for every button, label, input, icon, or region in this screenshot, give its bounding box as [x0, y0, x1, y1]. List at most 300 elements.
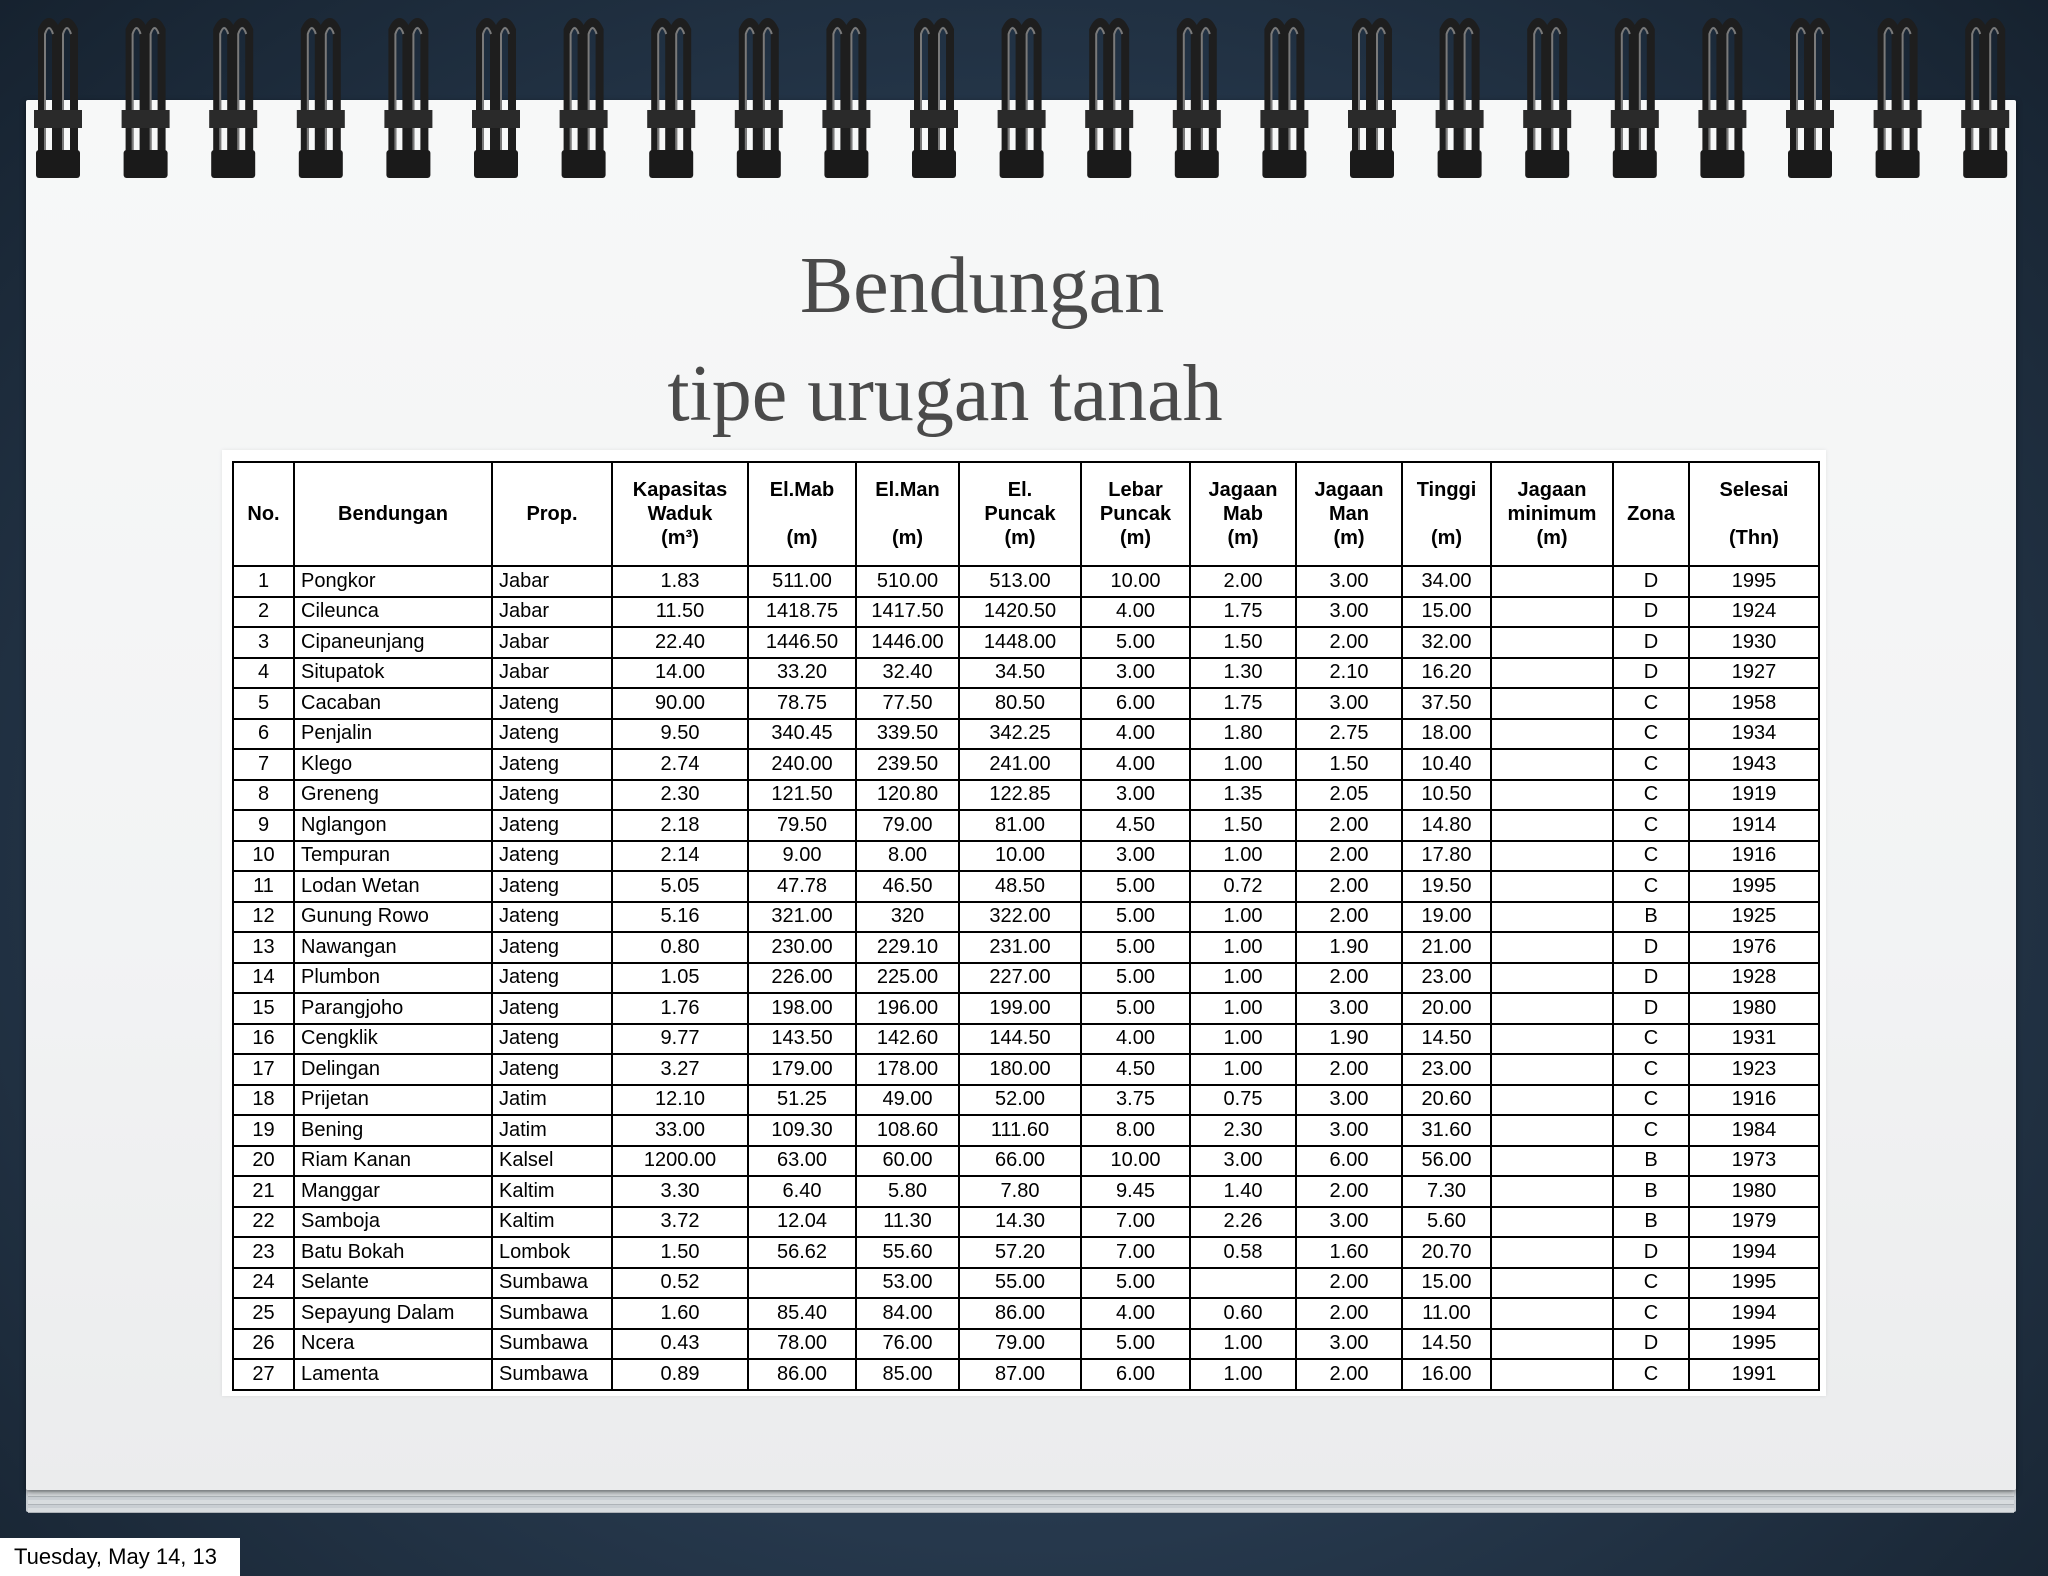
table-cell: 17.80 — [1402, 841, 1491, 872]
table-cell: 11.00 — [1402, 1298, 1491, 1329]
table-cell: 51.25 — [748, 1085, 856, 1116]
table-cell: C — [1613, 688, 1689, 719]
table-cell: 111.60 — [959, 1115, 1081, 1146]
table-cell: 86.00 — [748, 1359, 856, 1390]
table-cell: C — [1613, 1085, 1689, 1116]
table-cell: 9.77 — [612, 1024, 748, 1055]
table-row — [233, 993, 1819, 1024]
table-cell: 6.00 — [1081, 688, 1190, 719]
table-cell: 1448.00 — [959, 627, 1081, 658]
table-cell: 16 — [233, 1024, 294, 1055]
table-cell: 226.00 — [748, 963, 856, 994]
table-cell: Jateng — [492, 871, 612, 902]
table-cell: 1991 — [1689, 1359, 1819, 1390]
table-cell: 4.50 — [1081, 810, 1190, 841]
table-cell: Jabar — [492, 627, 612, 658]
table-cell: 229.10 — [856, 932, 959, 963]
table-cell: Cacaban — [294, 688, 492, 719]
table-cell: 241.00 — [959, 749, 1081, 780]
table-cell: C — [1613, 780, 1689, 811]
table-row — [233, 1359, 1819, 1390]
binding-ring — [209, 22, 257, 178]
table-cell: 510.00 — [856, 566, 959, 597]
table-cell: Tempuran — [294, 841, 492, 872]
binding-ring — [297, 22, 345, 178]
paper-edge — [28, 1492, 2014, 1497]
table-cell: C — [1613, 841, 1689, 872]
table-cell: Delingan — [294, 1054, 492, 1085]
table-cell: C — [1613, 1024, 1689, 1055]
column-header-line — [1693, 502, 1815, 526]
table-cell: 180.00 — [959, 1054, 1081, 1085]
table-cell: 1919 — [1689, 780, 1819, 811]
table-cell: 1.75 — [1190, 688, 1296, 719]
column-header-line: minimum — [1507, 503, 1597, 525]
table-cell: 2.00 — [1296, 902, 1402, 933]
binding-ring — [735, 22, 783, 178]
table-cell: 63.00 — [748, 1146, 856, 1177]
table-cell — [1491, 1085, 1613, 1116]
table-cell: 225.00 — [856, 963, 959, 994]
table-cell: 198.00 — [748, 993, 856, 1024]
column-header — [1081, 462, 1190, 566]
table-cell — [1491, 627, 1613, 658]
table-cell: 66.00 — [959, 1146, 1081, 1177]
spiral-binding — [0, 0, 2048, 200]
table-cell: 9.50 — [612, 719, 748, 750]
table-cell: Jateng — [492, 810, 612, 841]
table-cell: 1916 — [1689, 841, 1819, 872]
table-cell — [1491, 932, 1613, 963]
table-cell: Jateng — [492, 780, 612, 811]
table-cell: 144.50 — [959, 1024, 1081, 1055]
table-cell: 84.00 — [856, 1298, 959, 1329]
table-cell: 7.80 — [959, 1176, 1081, 1207]
table-cell: 9 — [233, 810, 294, 841]
table-body — [233, 566, 1819, 1390]
binding-ring — [1698, 22, 1746, 178]
column-header-line: Bendungan — [338, 503, 448, 525]
column-header-line: (m) — [1119, 527, 1152, 549]
column-header-line: El.Mab — [769, 479, 835, 501]
table-cell: 1927 — [1689, 658, 1819, 689]
table-cell: 230.00 — [748, 932, 856, 963]
table-cell: 1995 — [1689, 1329, 1819, 1360]
table-cell: 321.00 — [748, 902, 856, 933]
table-cell: 12.04 — [748, 1207, 856, 1238]
table-cell: 1.83 — [612, 566, 748, 597]
table-cell: 513.00 — [959, 566, 1081, 597]
table-cell: 320 — [856, 902, 959, 933]
table-cell: 14.80 — [1402, 810, 1491, 841]
table-row — [233, 1115, 1819, 1146]
table-cell: D — [1613, 993, 1689, 1024]
table-cell: 1914 — [1689, 810, 1819, 841]
table-cell: 10.50 — [1402, 780, 1491, 811]
table-cell: D — [1613, 932, 1689, 963]
table-row — [233, 932, 1819, 963]
binding-ring — [1786, 22, 1834, 178]
table-cell: 2.74 — [612, 749, 748, 780]
column-header-line: Puncak — [1099, 503, 1172, 525]
table-cell: 5.00 — [1081, 1329, 1190, 1360]
table-cell — [1491, 658, 1613, 689]
table-row — [233, 1298, 1819, 1329]
table-cell: C — [1613, 810, 1689, 841]
column-header-line: Zona — [1627, 503, 1675, 525]
table-cell: Lamenta — [294, 1359, 492, 1390]
table-cell: Situpatok — [294, 658, 492, 689]
table-cell: 1976 — [1689, 932, 1819, 963]
table-cell: 22 — [233, 1207, 294, 1238]
table-cell: 31.60 — [1402, 1115, 1491, 1146]
binding-ring — [647, 22, 695, 178]
table-cell: 340.45 — [748, 719, 856, 750]
table-cell: 3.30 — [612, 1176, 748, 1207]
column-header-line: Selesai — [1719, 479, 1789, 501]
table-cell: 1.35 — [1190, 780, 1296, 811]
table-cell: Sumbawa — [492, 1298, 612, 1329]
table-cell: 3.00 — [1296, 566, 1402, 597]
table-cell: 5.00 — [1081, 1268, 1190, 1299]
table-cell: 2.00 — [1296, 963, 1402, 994]
table-cell: 11.30 — [856, 1207, 959, 1238]
table-cell: 3.00 — [1296, 688, 1402, 719]
table-cell: 3.00 — [1296, 1085, 1402, 1116]
table-cell — [1190, 1268, 1296, 1299]
table-cell: 85.40 — [748, 1298, 856, 1329]
table-cell: 1420.50 — [959, 597, 1081, 628]
table-cell: 52.00 — [959, 1085, 1081, 1116]
table-cell: 12 — [233, 902, 294, 933]
binding-ring — [822, 22, 870, 178]
binding-ring — [1085, 22, 1133, 178]
binding-ring — [1260, 22, 1308, 178]
table-cell: 1973 — [1689, 1146, 1819, 1177]
table-cell — [1491, 566, 1613, 597]
binding-ring — [560, 22, 608, 178]
table-cell: 10.00 — [959, 841, 1081, 872]
table-cell: Jateng — [492, 719, 612, 750]
table-cell: 79.00 — [856, 810, 959, 841]
table-cell: 1984 — [1689, 1115, 1819, 1146]
table-cell: 199.00 — [959, 993, 1081, 1024]
column-header-line: Tinggi — [1416, 479, 1477, 501]
table-cell: Jateng — [492, 902, 612, 933]
table-cell: 2.05 — [1296, 780, 1402, 811]
table-cell: 3.00 — [1296, 1329, 1402, 1360]
table-cell: 5.00 — [1081, 932, 1190, 963]
table-cell: 10 — [233, 841, 294, 872]
table-cell: 1.00 — [1190, 1054, 1296, 1085]
table-cell: Parangjoho — [294, 993, 492, 1024]
table-row — [233, 1207, 1819, 1238]
binding-ring — [998, 22, 1046, 178]
table-cell: 2.00 — [1296, 810, 1402, 841]
column-header — [856, 462, 959, 566]
table-cell: 1930 — [1689, 627, 1819, 658]
table-cell: Samboja — [294, 1207, 492, 1238]
table-cell: 2.00 — [1296, 1298, 1402, 1329]
table-cell: 10.00 — [1081, 1146, 1190, 1177]
table-row — [233, 1176, 1819, 1207]
table-cell: 1.90 — [1296, 1024, 1402, 1055]
table-cell — [1491, 902, 1613, 933]
table-cell: 240.00 — [748, 749, 856, 780]
column-header-line: Waduk — [647, 503, 713, 525]
binding-ring — [1874, 22, 1922, 178]
table-cell: 22.40 — [612, 627, 748, 658]
table-cell: 1.00 — [1190, 841, 1296, 872]
table-cell: 6.00 — [1296, 1146, 1402, 1177]
table-cell: 3.75 — [1081, 1085, 1190, 1116]
table-cell: 1.00 — [1190, 932, 1296, 963]
column-header — [612, 462, 748, 566]
table-cell: 4 — [233, 658, 294, 689]
table-cell: 1446.00 — [856, 627, 959, 658]
table-cell — [1491, 1359, 1613, 1390]
table-cell: 0.80 — [612, 932, 748, 963]
table-row — [233, 566, 1819, 597]
column-header-line: Kapasitas — [632, 479, 728, 501]
table-cell: 5.00 — [1081, 963, 1190, 994]
table-cell: C — [1613, 1054, 1689, 1085]
table-cell: C — [1613, 1359, 1689, 1390]
table-cell: 81.00 — [959, 810, 1081, 841]
table-cell: 5.05 — [612, 871, 748, 902]
table-cell — [1491, 688, 1613, 719]
table-cell: 143.50 — [748, 1024, 856, 1055]
column-header — [1491, 462, 1613, 566]
table-cell: 87.00 — [959, 1359, 1081, 1390]
table-cell: 196.00 — [856, 993, 959, 1024]
table-cell: 10.00 — [1081, 566, 1190, 597]
table-cell: 1.00 — [1190, 963, 1296, 994]
table-cell: 7.00 — [1081, 1237, 1190, 1268]
table-cell: 6.00 — [1081, 1359, 1190, 1390]
table-cell: Bening — [294, 1115, 492, 1146]
table-cell: 1.00 — [1190, 1024, 1296, 1055]
table-cell: 1928 — [1689, 963, 1819, 994]
table-cell: 1925 — [1689, 902, 1819, 933]
table-cell: 511.00 — [748, 566, 856, 597]
table-cell: 85.00 — [856, 1359, 959, 1390]
table-cell: 2.00 — [1296, 1054, 1402, 1085]
table-cell: 77.50 — [856, 688, 959, 719]
table-cell: Penjalin — [294, 719, 492, 750]
table-cell: 1934 — [1689, 719, 1819, 750]
table-cell: 1.60 — [612, 1298, 748, 1329]
table-cell: 60.00 — [856, 1146, 959, 1177]
column-header-line: Lebar — [1108, 479, 1163, 501]
table-cell: 49.00 — [856, 1085, 959, 1116]
column-header-line: (Thn) — [1729, 527, 1779, 549]
table-row — [233, 810, 1819, 841]
table-cell: 4.00 — [1081, 1024, 1190, 1055]
table-cell — [1491, 1024, 1613, 1055]
table-cell: B — [1613, 1146, 1689, 1177]
table-cell: 1980 — [1689, 993, 1819, 1024]
table-cell: D — [1613, 658, 1689, 689]
table-cell: 33.00 — [612, 1115, 748, 1146]
table-cell: 1.40 — [1190, 1176, 1296, 1207]
table-cell — [1491, 749, 1613, 780]
table-cell: 15.00 — [1402, 1268, 1491, 1299]
table-cell: 121.50 — [748, 780, 856, 811]
table-cell: 86.00 — [959, 1298, 1081, 1329]
table-cell: 2.00 — [1296, 841, 1402, 872]
table-row — [233, 1024, 1819, 1055]
table-cell: 20.70 — [1402, 1237, 1491, 1268]
table-cell — [1491, 1329, 1613, 1360]
binding-ring — [1348, 22, 1396, 178]
table-cell: 78.75 — [748, 688, 856, 719]
table-cell: 11.50 — [612, 597, 748, 628]
column-header-line: (m) — [1333, 527, 1365, 549]
column-header — [492, 462, 612, 566]
table-cell: 33.20 — [748, 658, 856, 689]
table-cell: 1.50 — [1190, 810, 1296, 841]
table-cell: 3.00 — [1296, 1207, 1402, 1238]
table-cell: Riam Kanan — [294, 1146, 492, 1177]
table-cell: Lombok — [492, 1237, 612, 1268]
table-cell: 20 — [233, 1146, 294, 1177]
table-cell: 1994 — [1689, 1237, 1819, 1268]
table-cell: B — [1613, 1207, 1689, 1238]
table-row — [233, 1054, 1819, 1085]
table-cell — [1491, 810, 1613, 841]
table-cell: 3.00 — [1081, 658, 1190, 689]
table-cell: 1.80 — [1190, 719, 1296, 750]
table-cell: Nawangan — [294, 932, 492, 963]
column-header-line — [860, 502, 955, 526]
table-cell: 1446.50 — [748, 627, 856, 658]
table-cell: 2.26 — [1190, 1207, 1296, 1238]
table-cell: 1.00 — [1190, 749, 1296, 780]
table-cell: 1994 — [1689, 1298, 1819, 1329]
table-cell: Sumbawa — [492, 1268, 612, 1299]
table-cell: 1200.00 — [612, 1146, 748, 1177]
table-cell: 0.75 — [1190, 1085, 1296, 1116]
table-cell: Jateng — [492, 841, 612, 872]
binding-ring — [1173, 22, 1221, 178]
binding-ring — [1961, 22, 2009, 178]
table-cell: Kalsel — [492, 1146, 612, 1177]
table-cell: 78.00 — [748, 1329, 856, 1360]
table-cell: Jateng — [492, 932, 612, 963]
table-cell — [1491, 1268, 1613, 1299]
table-cell — [1491, 871, 1613, 902]
table-header-row — [233, 462, 1819, 566]
column-header — [233, 462, 294, 566]
table-cell: 5.16 — [612, 902, 748, 933]
table-cell: 122.85 — [959, 780, 1081, 811]
table-cell: 3.00 — [1296, 1115, 1402, 1146]
table-cell: 9.00 — [748, 841, 856, 872]
table-row — [233, 1329, 1819, 1360]
table-cell: B — [1613, 1176, 1689, 1207]
dam-data-table — [232, 461, 1820, 1391]
table-cell: 4.00 — [1081, 749, 1190, 780]
column-header-line: El.Man — [875, 479, 940, 501]
table-cell: 14.00 — [612, 658, 748, 689]
column-header-line: Jagaan — [1314, 479, 1384, 501]
table-cell: Cipaneunjang — [294, 627, 492, 658]
table-row — [233, 597, 1819, 628]
table-cell: Jabar — [492, 566, 612, 597]
table-cell: 16.20 — [1402, 658, 1491, 689]
table-cell: 1.90 — [1296, 932, 1402, 963]
table-cell: 19.50 — [1402, 871, 1491, 902]
table-cell: 56.62 — [748, 1237, 856, 1268]
table-cell: 19.00 — [1402, 902, 1491, 933]
column-header — [1689, 462, 1819, 566]
table-cell: 32.40 — [856, 658, 959, 689]
table-cell: Sumbawa — [492, 1359, 612, 1390]
table-cell: 0.58 — [1190, 1237, 1296, 1268]
table-cell: 1.00 — [1190, 1329, 1296, 1360]
table-cell: B — [1613, 902, 1689, 933]
table-cell — [1491, 1207, 1613, 1238]
table-cell: Klego — [294, 749, 492, 780]
table-cell: 5.00 — [1081, 627, 1190, 658]
column-header-line: (m) — [1227, 527, 1259, 549]
table-cell: 1.50 — [1190, 627, 1296, 658]
table-cell: D — [1613, 597, 1689, 628]
binding-ring — [910, 22, 958, 178]
table-cell: 178.00 — [856, 1054, 959, 1085]
binding-ring — [384, 22, 432, 178]
table-cell: 7.00 — [1081, 1207, 1190, 1238]
table-cell: C — [1613, 749, 1689, 780]
table-cell: 2.00 — [1296, 1268, 1402, 1299]
table-cell: Jateng — [492, 688, 612, 719]
table-cell: 1958 — [1689, 688, 1819, 719]
table-cell: 1995 — [1689, 1268, 1819, 1299]
column-header-line: Prop. — [526, 503, 578, 525]
column-header — [1613, 462, 1689, 566]
table-cell: 13 — [233, 932, 294, 963]
table-cell: 108.60 — [856, 1115, 959, 1146]
column-header — [748, 462, 856, 566]
table-row — [233, 963, 1819, 994]
table-cell: 1980 — [1689, 1176, 1819, 1207]
table-cell: 46.50 — [856, 871, 959, 902]
table-cell: 1.00 — [1190, 1359, 1296, 1390]
column-header-line: (m³) — [661, 527, 699, 549]
table-row — [233, 780, 1819, 811]
table-cell: 227.00 — [959, 963, 1081, 994]
table-cell: Jateng — [492, 1054, 612, 1085]
table-cell: 18 — [233, 1085, 294, 1116]
table-cell: 6 — [233, 719, 294, 750]
table-cell: 18.00 — [1402, 719, 1491, 750]
table-cell: 23.00 — [1402, 963, 1491, 994]
footer-date: Tuesday, May 14, 13 — [0, 1538, 240, 1576]
table-cell: 14 — [233, 963, 294, 994]
table-cell — [1491, 1054, 1613, 1085]
table-cell: Jateng — [492, 1024, 612, 1055]
column-header — [1190, 462, 1296, 566]
table-cell: 6.40 — [748, 1176, 856, 1207]
table-cell: 1923 — [1689, 1054, 1819, 1085]
table-cell: 3.27 — [612, 1054, 748, 1085]
table-cell: 2.30 — [612, 780, 748, 811]
column-header-line: (m) — [891, 527, 924, 549]
table-cell: 0.52 — [612, 1268, 748, 1299]
table-cell: Greneng — [294, 780, 492, 811]
column-header — [294, 462, 492, 566]
